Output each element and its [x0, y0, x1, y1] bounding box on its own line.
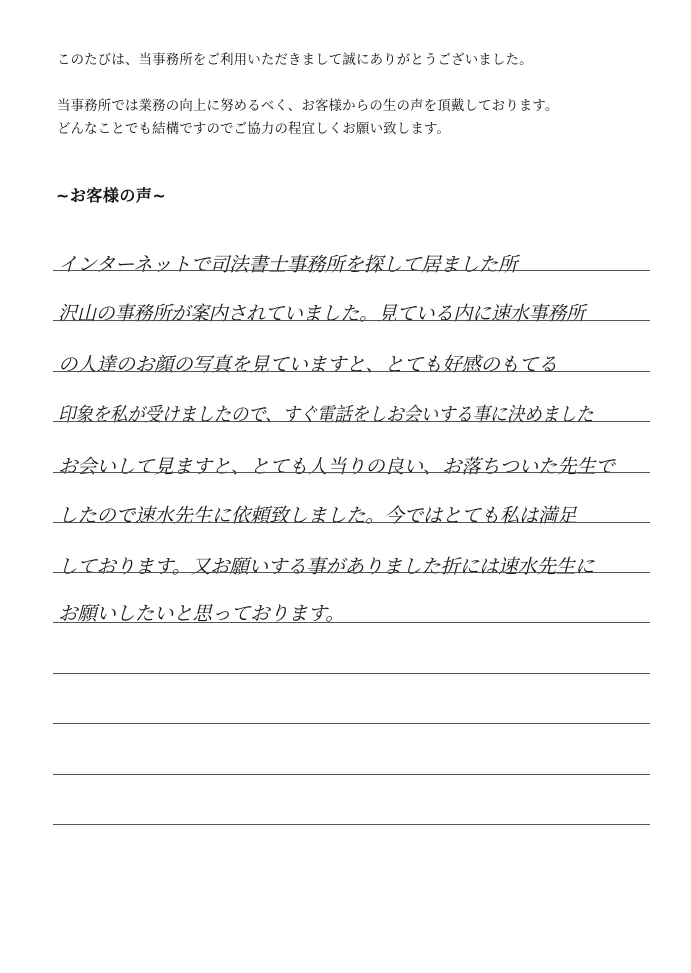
request-text-line-2: どんなことでも結構ですのでご協力の程宜しくお願い致します。 — [57, 122, 451, 137]
handwritten-line-4: 印象を私が受けましたので、すぐ電話をしお会いする事に決めました — [58, 403, 594, 426]
ruled-line — [53, 774, 650, 775]
handwritten-line-1: インターネットで司法書士事務所を探して居ました所 — [58, 253, 518, 276]
ruled-line — [53, 522, 650, 523]
ruled-line — [53, 723, 650, 724]
ruled-line — [53, 673, 650, 674]
ruled-line — [53, 824, 650, 825]
handwritten-line-5: お会いして見ますと、とても人当りの良い、お落ちついた先生で — [58, 455, 615, 478]
request-text-line-1: 当事務所では業務の向上に努めるべく、お客様からの生の声を頂戴しております。 — [57, 99, 559, 114]
customer-voice-heading: ~お客様の声~ — [56, 186, 167, 205]
ruled-line — [53, 572, 650, 573]
handwritten-line-2: 沢山の事務所が案内されていました。見ている内に速水事務所 — [58, 302, 585, 325]
ruled-line — [53, 622, 650, 623]
handwritten-line-7: しております。又お願いする事がありました折には速水先生に — [58, 555, 595, 578]
ruled-line — [53, 320, 650, 321]
thanks-text: このたびは、当事務所をご利用いただきまして誠にありがとうございました。 — [57, 53, 533, 68]
ruled-line — [53, 472, 650, 473]
ruled-line — [53, 270, 650, 271]
ruled-line — [53, 371, 650, 372]
handwritten-line-8: お願いしたいと思っております。 — [58, 602, 345, 625]
handwritten-line-6: したので速水先生に依頼致しました。今ではとても私は満足 — [58, 504, 577, 527]
ruled-line — [53, 421, 650, 422]
handwritten-line-3: の人達のお顔の写真を見ていますと、とても好感のもてる — [58, 353, 558, 376]
